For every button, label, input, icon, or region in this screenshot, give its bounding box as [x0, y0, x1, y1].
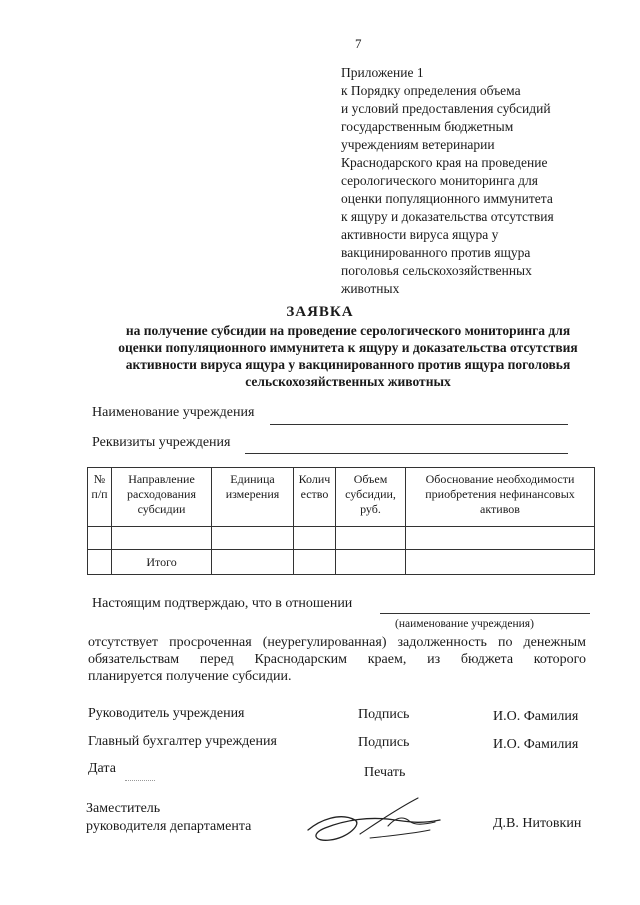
header-justification: Обоснование необходимости приобретения нефинансовых активов	[406, 468, 595, 527]
deputy-title-line: руководителя департамента	[86, 819, 252, 834]
appendix-line: животных	[341, 281, 400, 296]
table-cell[interactable]	[294, 550, 336, 575]
institution-details-label: Реквизиты учреждения	[92, 435, 231, 450]
subtitle-line: оценки популяционного иммунитета к ящуру и доказательства отсутствия	[118, 340, 578, 355]
subsidy-table	[87, 467, 595, 575]
header-unit: Единица измерения	[212, 468, 294, 527]
accountant-label: Главный бухгалтер учреждения	[88, 734, 277, 749]
table-cell[interactable]	[88, 550, 112, 575]
appendix-line: Краснодарского края на проведение	[341, 155, 548, 170]
table-cell[interactable]	[406, 527, 595, 550]
subtitle-line: сельскохозяйственных животных	[245, 374, 451, 389]
confirmation-paragraph	[88, 634, 586, 685]
paragraph-line: обязательствам перед Краснодарским краем, из бюджета которого	[88, 652, 586, 667]
head-name: И.О. Фамилия	[493, 709, 579, 724]
table-cell[interactable]	[212, 527, 294, 550]
header-amount: Объем субсидии, руб.	[336, 468, 406, 527]
confirmation-note: (наименование учреждения)	[395, 618, 534, 630]
head-signature: Подпись	[358, 707, 410, 722]
appendix-line: и условий предоставления субсидий	[341, 101, 551, 116]
table-row	[88, 527, 595, 550]
appendix-line: к Порядку определения объема	[341, 83, 521, 98]
confirmation-text: Настоящим подтверждаю, что в отношении	[92, 596, 353, 611]
accountant-name: И.О. Фамилия	[493, 737, 579, 752]
deputy-name: Д.В. Нитовкин	[493, 816, 582, 831]
institution-name-field[interactable]	[270, 424, 568, 425]
appendix-block	[341, 64, 611, 298]
table-cell[interactable]	[212, 550, 294, 575]
date-field[interactable]	[125, 780, 155, 781]
appendix-line: к ящуру и доказательства отсутствия	[341, 209, 554, 224]
appendix-line: Приложение 1	[341, 65, 424, 80]
appendix-line: серологического мониторинга для	[341, 173, 538, 188]
table-total-row	[88, 550, 595, 575]
document-subtitle	[88, 322, 608, 390]
appendix-line: поголовья сельскохозяйственных	[341, 263, 532, 278]
confirmation-institution-field[interactable]	[380, 613, 590, 614]
institution-name-label: Наименование учреждения	[92, 405, 255, 420]
subtitle-line: активности вируса ящура у вакцинированного против ящура поголовья	[125, 357, 571, 372]
header-quantity: Количество	[294, 468, 336, 527]
document-title: ЗАЯВКА	[286, 304, 354, 320]
appendix-line: вакцинированного против ящура	[341, 245, 531, 260]
deputy-title	[86, 800, 251, 836]
total-label: Итого	[112, 550, 212, 575]
appendix-line: активности вируса ящура у	[341, 227, 499, 242]
table-cell[interactable]	[88, 527, 112, 550]
deputy-title-line: Заместитель	[86, 801, 161, 816]
header-number: № п/п	[88, 468, 112, 527]
table-header-row	[88, 468, 595, 527]
table-cell[interactable]	[336, 527, 406, 550]
table-cell[interactable]	[336, 550, 406, 575]
paragraph-line: отсутствует просроченная (неурегулированная) задолженность по денежным	[88, 635, 586, 650]
paragraph-line: планируется получение субсидии.	[88, 669, 292, 684]
subtitle-line: на получение субсидии на проведение серологического мониторинга для	[125, 323, 571, 338]
appendix-line: учреждениям ветеринарии	[341, 137, 495, 152]
table-cell[interactable]	[112, 527, 212, 550]
table-cell[interactable]	[294, 527, 336, 550]
date-label: Дата	[88, 761, 116, 776]
appendix-line: государственным бюджетным	[341, 119, 514, 134]
handwritten-signature-icon	[300, 790, 450, 850]
accountant-signature: Подпись	[358, 735, 410, 750]
header-direction: Направление расходования субсидии	[112, 468, 212, 527]
appendix-line: оценки популяционного иммунитета	[341, 191, 553, 206]
stamp-label: Печать	[364, 765, 406, 780]
institution-details-field[interactable]	[245, 453, 568, 454]
table-cell[interactable]	[406, 550, 595, 575]
page-number: 7	[355, 36, 362, 51]
head-label: Руководитель учреждения	[88, 706, 245, 721]
